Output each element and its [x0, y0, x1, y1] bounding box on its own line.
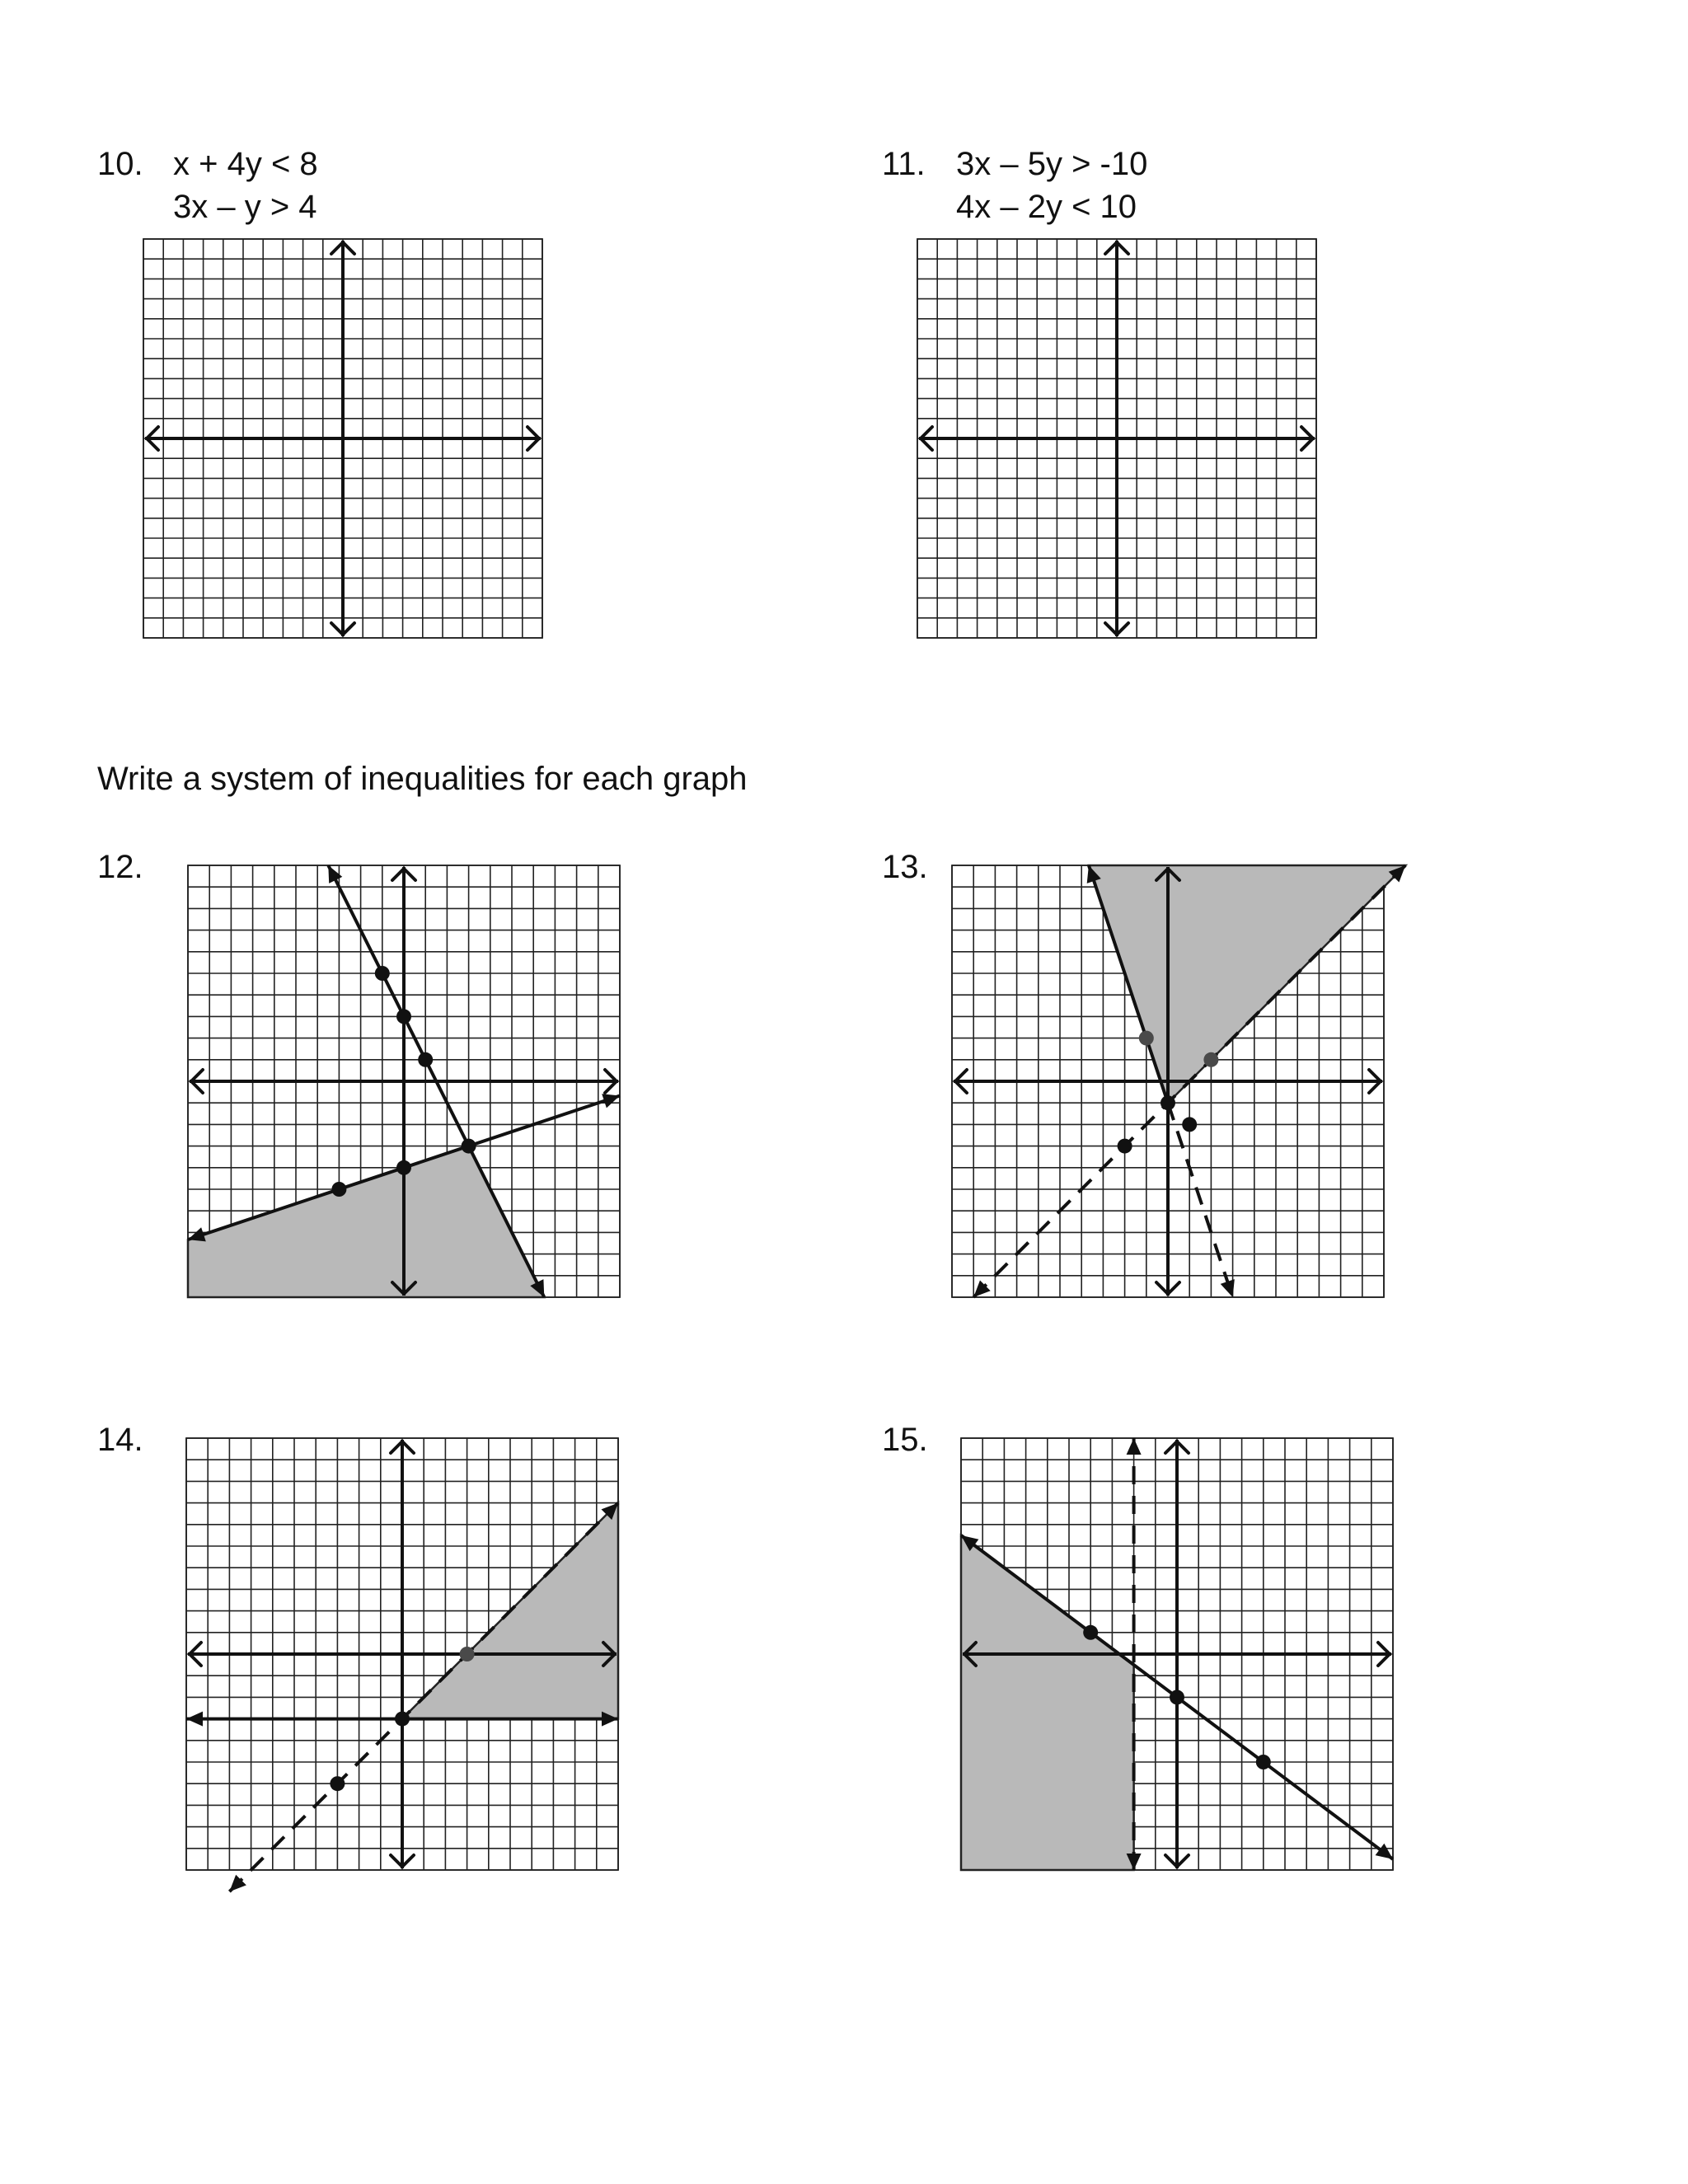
plotted-point [462, 1139, 476, 1154]
plotted-point [375, 966, 390, 981]
plotted-point [330, 1776, 345, 1791]
problem-11-equation-1: 3x – 5y > -10 [956, 146, 1148, 182]
boundary-line-1-arrow-bottom [1221, 1279, 1235, 1297]
problem-10-equation-2: 3x – y > 4 [173, 189, 317, 225]
boundary-line-2-arrow-start [973, 1280, 991, 1297]
boundary-line-vertical-arrow-end [1127, 1438, 1142, 1455]
plotted-point [1170, 1690, 1184, 1704]
problem-11-number: 11. [882, 146, 926, 182]
boundary-line-2-arrow-end [602, 1094, 620, 1108]
problem-13-number: 13. [882, 849, 928, 885]
plotted-point [460, 1647, 475, 1661]
problem-10-number: 10. [97, 146, 143, 182]
plotted-point [1139, 1031, 1154, 1046]
plotted-point [1118, 1139, 1132, 1154]
problem-12-number: 12. [97, 849, 143, 885]
instruction-text: Write a system of inequalities for each graph [97, 761, 748, 797]
problem-14-number: 14. [97, 1422, 143, 1458]
plotted-point [418, 1052, 433, 1067]
graph-problem-12 [188, 865, 620, 1297]
plotted-point [1160, 1095, 1175, 1110]
problem-15-number: 15. [882, 1422, 928, 1458]
boundary-line-horizontal-arrow-start [186, 1712, 203, 1727]
problem-10-equation-1: x + 4y < 8 [173, 146, 318, 182]
boundary-line-diagonal-arrow-end [1376, 1844, 1393, 1859]
shaded-region [1089, 865, 1405, 1103]
plotted-point [396, 1160, 411, 1175]
graph-problem-11 [917, 239, 1316, 638]
graph-problem-14 [186, 1438, 618, 1870]
plotted-point [395, 1712, 410, 1727]
boundary-line-2-arrow-start [188, 1227, 206, 1241]
plotted-point [331, 1182, 346, 1197]
plotted-point [1083, 1625, 1098, 1640]
plotted-point [396, 1009, 411, 1024]
plotted-point [1182, 1117, 1197, 1132]
problem-11-equation-2: 4x – 2y < 10 [956, 189, 1137, 225]
boundary-line-diagonal-arrow-start [229, 1875, 246, 1892]
graph-problem-15 [961, 1438, 1393, 1870]
boundary-line-1-dashed [1168, 1103, 1233, 1297]
plotted-point [1203, 1052, 1218, 1067]
graph-problem-13 [952, 865, 1384, 1297]
graph-problem-10 [143, 239, 542, 638]
plotted-point [1256, 1755, 1271, 1769]
